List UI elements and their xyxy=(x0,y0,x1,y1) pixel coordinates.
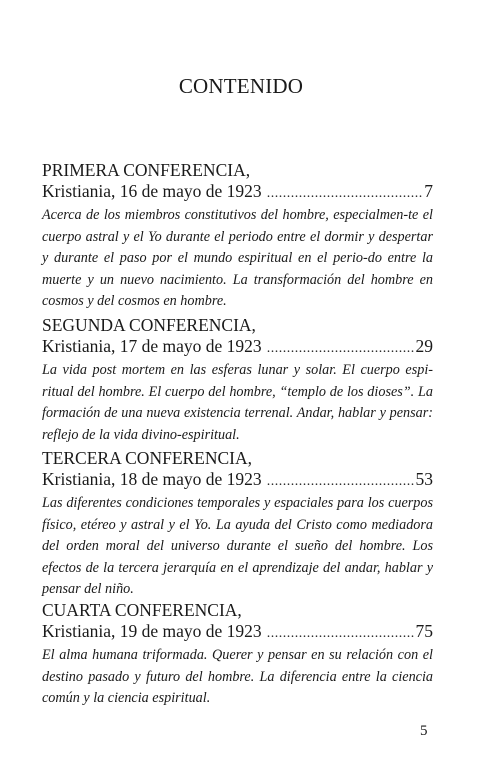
entry-description: El alma humana triformada. Querer y pensar en su relación con el destino pasado y futuro del hombre. La diferencia entre la ciencia común y la ciencia espiritual. xyxy=(42,647,433,706)
entry-heading: CUARTA CONFERENCIA, xyxy=(42,600,242,620)
entry-page-number: 29 xyxy=(415,336,433,356)
entry-description: Acerca de los miembros constitutivos del hombre, especialmen-te el cuerpo astral y el Yo durante el periodo entre el dormir y despertar y durante el paso por el mundo espiritual en el perio-do entre la muerte y un nuevo nacimiento. La transformación del hombre en cosmos y del cosmos en hombre. xyxy=(42,207,433,309)
entry-heading: SEGUNDA CONFERENCIA, xyxy=(42,315,256,335)
entry-locator xyxy=(42,469,433,492)
toc-entry-2 xyxy=(42,315,433,446)
entry-location-date: Kristiania, 19 de mayo de 1923 xyxy=(42,621,262,641)
entry-page-number: 7 xyxy=(424,181,433,201)
entry-locator xyxy=(42,621,433,644)
toc-entry-3 xyxy=(42,448,433,601)
entry-locator xyxy=(42,336,433,359)
entry-location-date: Kristiania, 17 de mayo de 1923 xyxy=(42,336,262,356)
leader-dots xyxy=(267,623,415,644)
leader-dots xyxy=(267,183,424,204)
toc-entry-1 xyxy=(42,160,433,313)
entry-heading: PRIMERA CONFERENCIA, xyxy=(42,160,251,180)
entry-description: La vida post mortem en las esferas lunar y solar. El cuerpo espi-ritual del hombre. El cuerpo del hombre, “templo de los dioses”. La formación de una nueva existencia terrenal. Andar, hablar y pensar: reflejo de la vida divino-espiritual. xyxy=(42,362,433,443)
page-number: 5 xyxy=(420,723,428,739)
leader-dots xyxy=(267,471,415,492)
leader-dots xyxy=(267,338,415,359)
page-title: CONTENIDO xyxy=(178,74,304,98)
entry-description: Las diferentes condiciones temporales y espaciales para los cuerpos físico, etéreo y astral y el Yo. La ayuda del Cristo como mediadora del orden moral del universo durante el sueño del hombre. Los efectos de la tercera jerarquía en el aprendizaje del andar, hablar y pensar del niño. xyxy=(42,495,433,597)
entry-locator xyxy=(42,181,433,204)
entry-page-number: 53 xyxy=(415,469,433,489)
entry-page-number: 75 xyxy=(415,621,433,641)
toc-entry-4 xyxy=(42,600,433,710)
entry-heading: TERCERA CONFERENCIA, xyxy=(42,448,253,468)
entry-location-date: Kristiania, 18 de mayo de 1923 xyxy=(42,469,262,489)
entry-location-date: Kristiania, 16 de mayo de 1923 xyxy=(42,181,262,201)
